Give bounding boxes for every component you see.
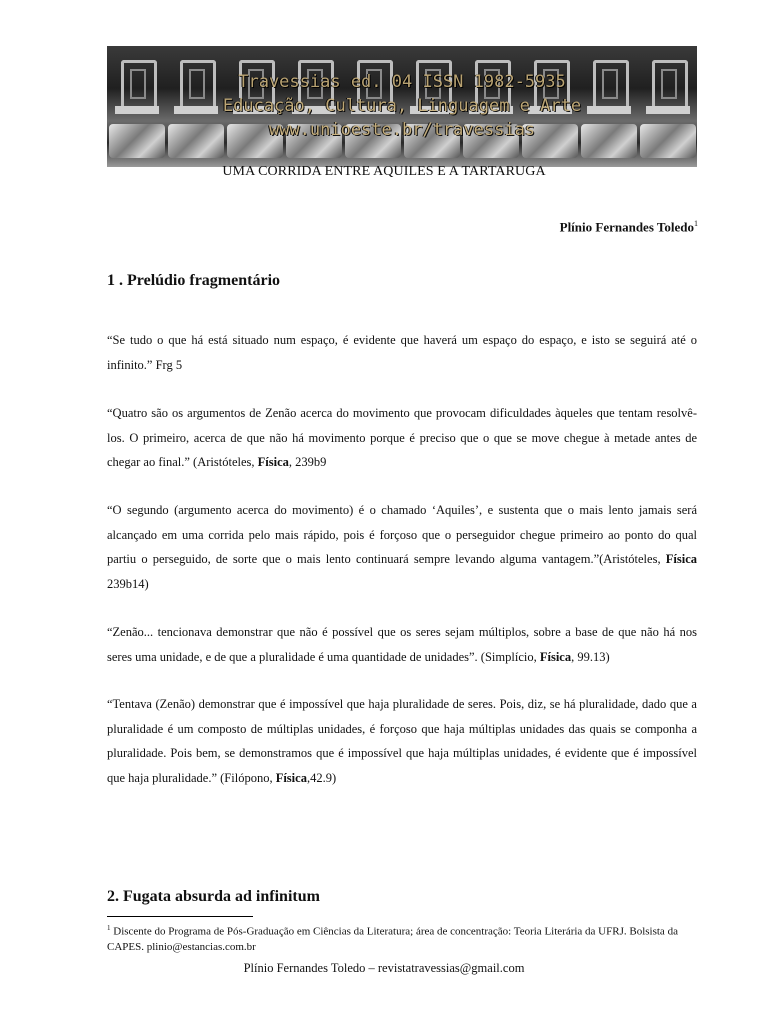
banner-line-journal: Travessias ed. 04 ISSN 1982-5935 — [238, 72, 566, 92]
footnote-divider — [107, 916, 253, 917]
quote-text: “O segundo (argumento acerca do movimento) é o chamado ‘Aquiles’, e sustenta que o mais lento jamais será alcançado em uma corrida pelo mais rápido, pois é forçoso que o perseguidor chegue primeiro ao ponto do qual partiu o perseguido, de sorte que o mais lento continuará sempre levando alguma vantagem.”(Aristóteles, — [107, 503, 697, 566]
quote-text: “Tentava (Zenão) demonstrar que é impossível que haja pluralidade de seres. Pois, diz, se há pluralidade, dado que a pluralidade é um composto de múltiplas unidades, é forçoso que haja múltiplas unidades das quais se componha a pluralidade. Pois bem, se demonstramos que é impossível que haja múltiplas unidades, é evidente que é impossível que haja pluralidade.” (Filópono, — [107, 697, 697, 785]
quote-text: “Quatro são os argumentos de Zenão acerca do movimento que provocam dificuldades àqueles que tentam resolvê-los. O primeiro, acerca de que não há movimento porque é preciso que o que se move chegue à metade antes de chegar ao final.” (Aristóteles, — [107, 406, 697, 469]
quote-paragraph — [107, 692, 697, 790]
citation: , 239b9 — [288, 455, 327, 469]
work-title: Física — [665, 552, 697, 566]
journal-banner — [107, 46, 697, 167]
quote-text: “Zenão... tencionava demonstrar que não é possível que os seres sejam múltiplos, sobre a base de que não há nos seres uma unidade, e de que a pluralidade é uma quantidade de unidades”. (Simplício, — [107, 625, 697, 664]
author-name: Plínio Fernandes Toledo — [559, 219, 694, 235]
citation: 239b14) — [107, 576, 149, 591]
work-title: Física — [257, 455, 289, 469]
page-footer: Plínio Fernandes Toledo – revistatravessias@gmail.com — [243, 961, 525, 975]
citation: , 99.13) — [571, 649, 610, 664]
footnote-marker: 1 — [694, 219, 698, 228]
footnote-text: Discente do Programa de Pós-Graduação em Ciências da Literatura; área de concentração: Teoria Literária da UFRJ. Bolsista da CAPES. plinio@estancias.com.br — [107, 925, 678, 953]
quote-text: “Se tudo o que há está situado num espaço, é evidente que haverá um espaço do espaço, e isto se seguirá até o infinito.” Frg 5 — [107, 333, 697, 372]
section-heading-prelude: 1 . Prelúdio fragmentário — [107, 272, 281, 289]
article-title: UMA CORRIDA ENTRE AQUILES E A TARTARUGA — [222, 164, 546, 179]
quote-paragraph — [107, 328, 697, 377]
quote-paragraph — [107, 401, 697, 475]
footnote-number: 1 — [107, 924, 111, 932]
work-title: Física — [539, 649, 572, 664]
section-heading-fugata: 2. Fugata absurda ad infinitum — [107, 888, 320, 905]
quote-paragraph — [107, 498, 697, 596]
banner-line-url: www.unioeste.br/travessias — [268, 120, 536, 140]
work-title: Física — [275, 770, 307, 785]
footnote — [107, 921, 697, 955]
author-line — [560, 219, 698, 235]
citation: ,42.9) — [306, 770, 337, 785]
banner-line-subtitle: Educação, Cultura, Linguagem e Arte — [222, 96, 582, 116]
banner-text — [107, 70, 697, 142]
quote-paragraph — [107, 620, 697, 669]
